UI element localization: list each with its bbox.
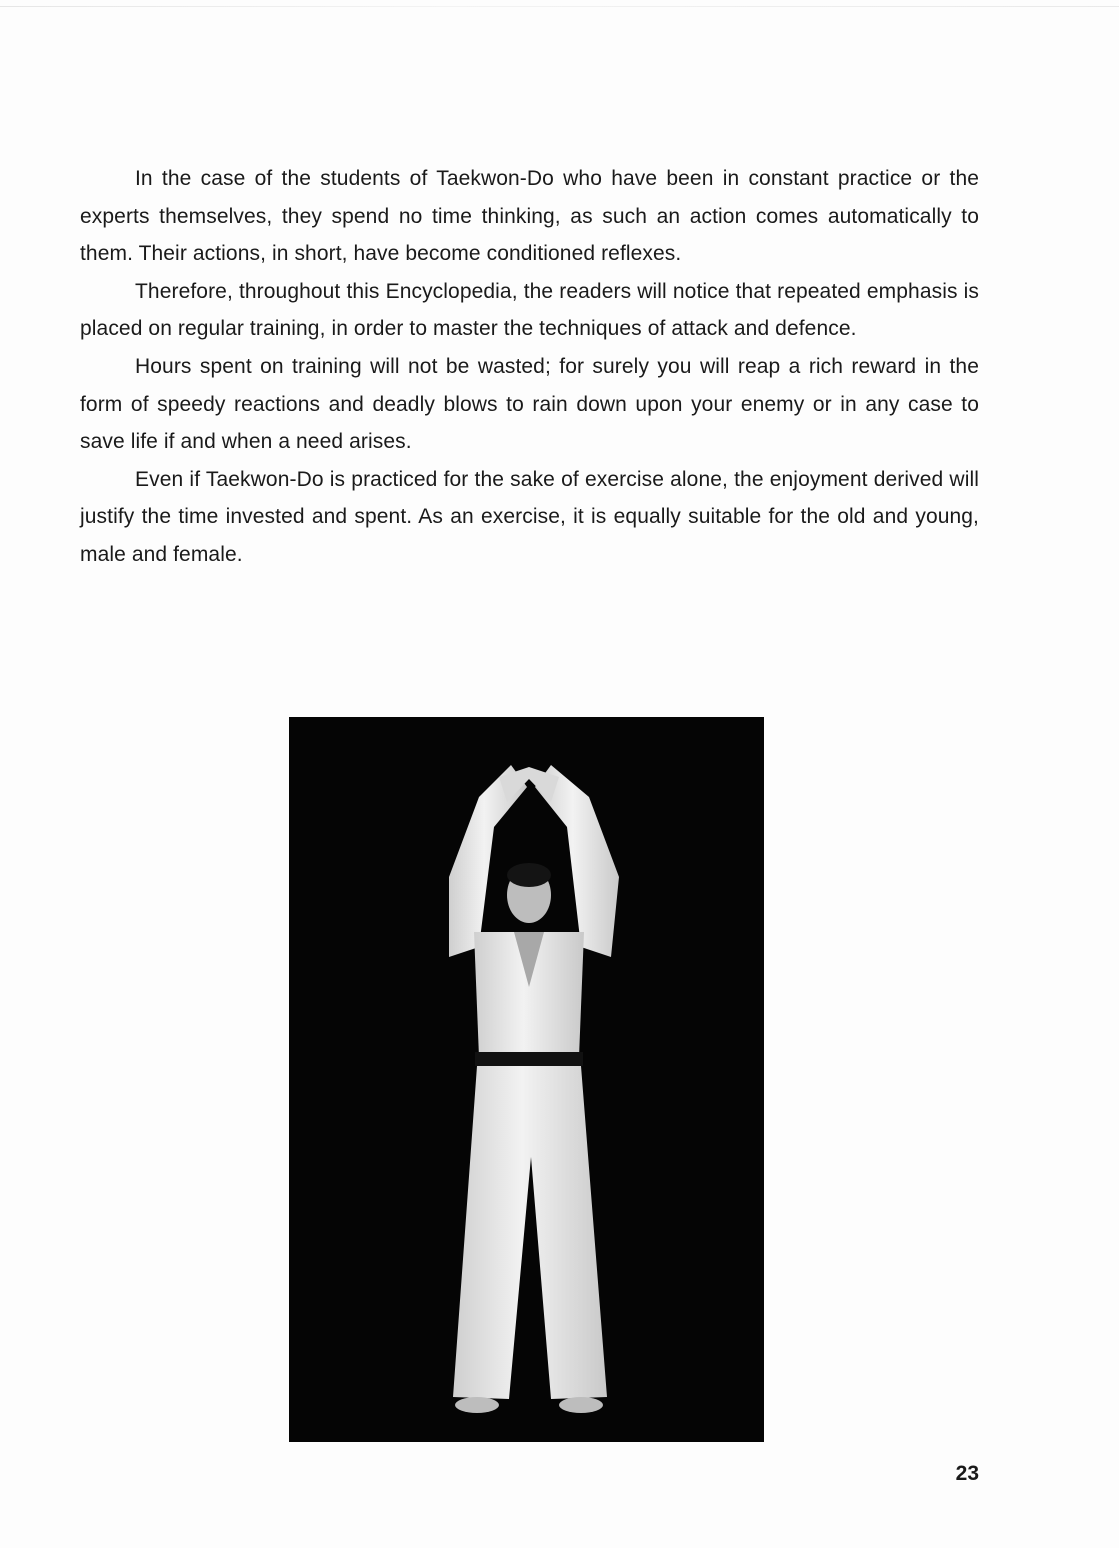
- page-number: 23: [955, 1462, 979, 1485]
- paragraph-1: In the case of the students of Taekwon-Do who have been in constant practice or the experts themselves, they spend no time thinking, as such an action comes automatically to them. Their actions, in short, have become conditioned reflexes.: [80, 167, 979, 266]
- martial-artist-photo: [289, 717, 764, 1442]
- martial-artist-figure-icon: [289, 717, 764, 1442]
- paragraph-4: Even if Taekwon-Do is practiced for the sake of exercise alone, the enjoyment derived will justify the time invested and spent. As an exercise, it is equally suitable for the old and young, male and female.: [80, 467, 979, 566]
- paragraph-2: Therefore, throughout this Encyclopedia, the readers will notice that repeated emphasis is placed on regular training, in order to master the techniques of attack and defence.: [80, 279, 979, 341]
- body-text: [80, 160, 979, 574]
- top-rule: [0, 6, 1119, 7]
- paragraph-3: Hours spent on training will not be wasted; for surely you will reap a rich reward in the form of speedy reactions and deadly blows to rain down upon your enemy or in any case to save life if and when a need arises.: [80, 354, 979, 454]
